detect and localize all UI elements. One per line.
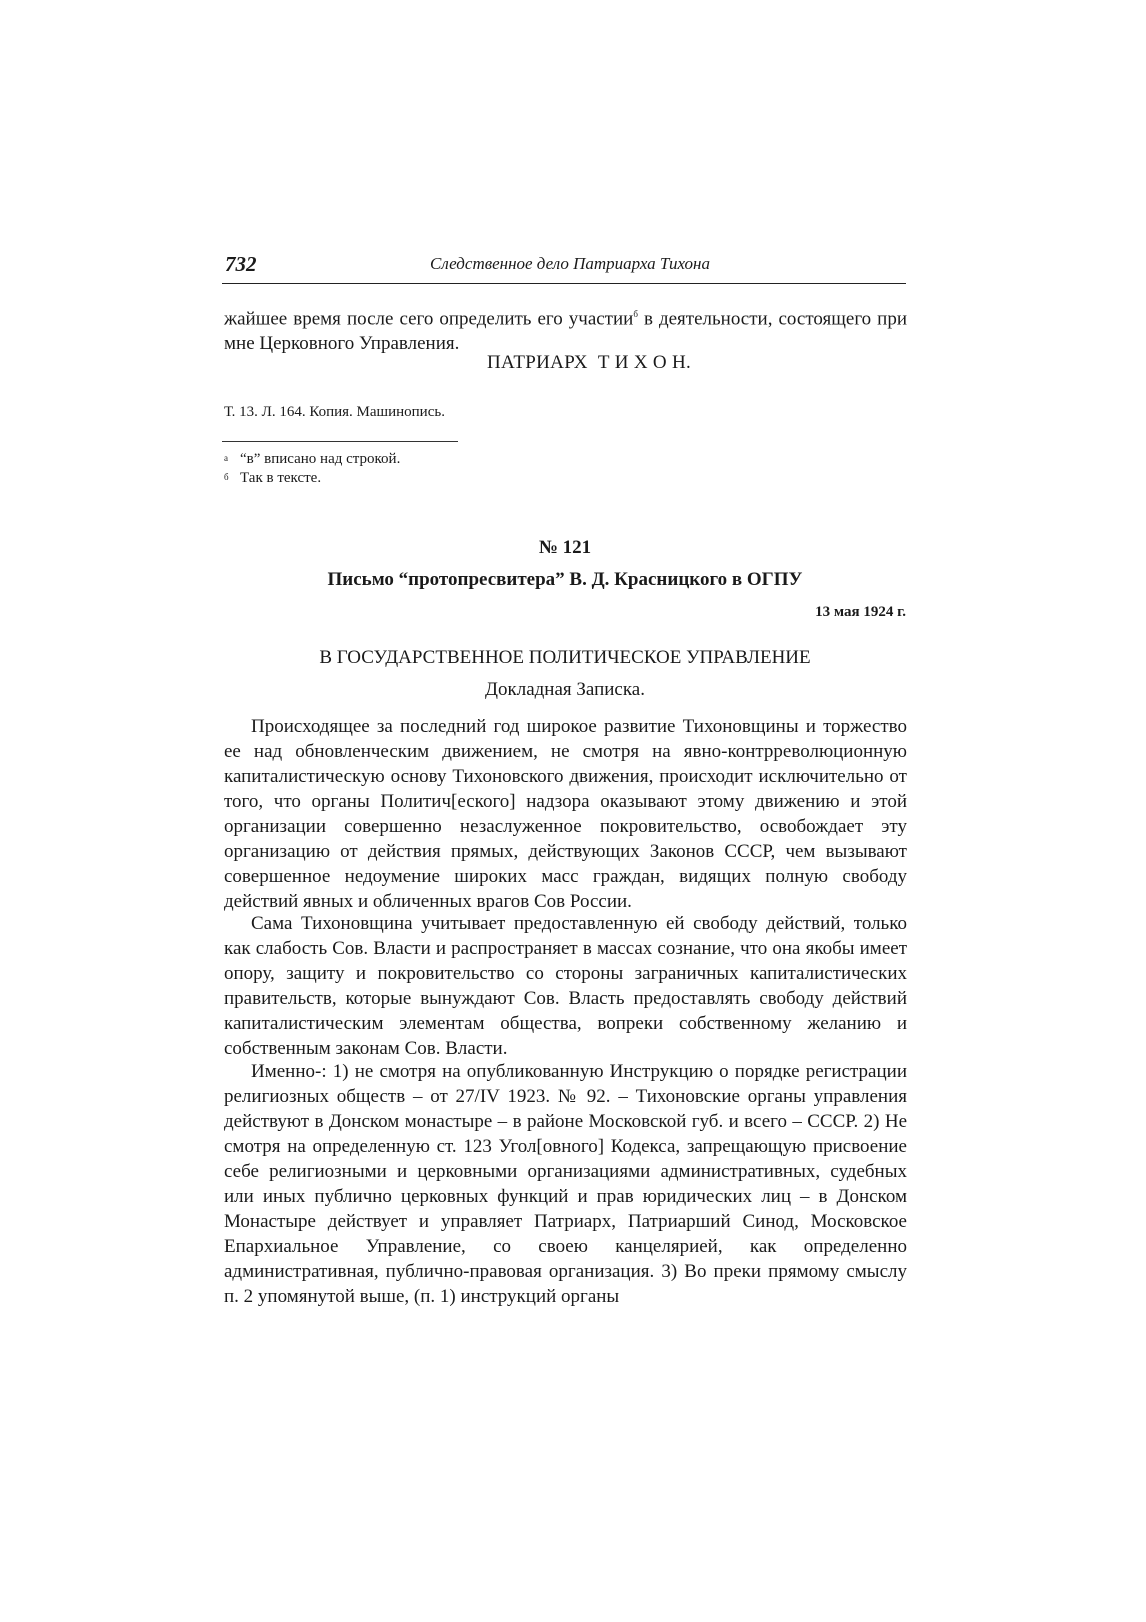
- paragraph-2: Сама Тихоновщина учитывает предоставленную ей свободу действий, только как слабость Сов. Власти и распространяет в массах сознание, что она якобы имеет опору, защиту и покровительство со стороны заграничных капиталистических правительств, которые вынуждают Сов. Власть предоставлять свободу действий капиталистическим элементам общества, вопреки собственному желанию и собственным законам Сов. Власти.: [224, 913, 907, 1059]
- document-subtitle: Докладная Записка.: [485, 679, 645, 700]
- footnote-rule: [222, 441, 458, 442]
- footnote-text: Так в тексте.: [240, 470, 322, 486]
- running-title: Следственное дело Патриарха Тихона: [430, 254, 710, 273]
- footnote-mark: б: [224, 472, 229, 482]
- previous-text-end: в деятельности, состоящего при мне Церковного Управления.: [224, 308, 907, 355]
- document-date: 13 мая 1924 г.: [815, 604, 906, 620]
- footnote-b: [224, 470, 321, 487]
- paragraph-1: Происходящее за последний год широкое развитие Тихоновщины и торжество ее над обновленческим движением, не смотря на явно-контрреволюционную капиталистическую основу Тихоновского движения, происходит исключительно от того, что органы Политич[еского] надзора оказывают этому движению и этой организации совершенно незаслуженное покровительство, освобождает эту организацию от действия прямых, действующих Законов СССР, чем вызывают совершенное недоумение широких масс граждан, видящих полную свободу действий явных и обличенных врагов Сов России.: [224, 716, 907, 912]
- previous-text-start: жайшее время после сего определить его участии: [224, 308, 634, 330]
- archival-source-note: Т. 13. Л. 164. Копия. Машинопись.: [224, 404, 445, 420]
- footnote-text: “в” вписано над строкой.: [240, 451, 401, 467]
- footnote-ref-b: б: [633, 309, 638, 319]
- document-number: № 121: [538, 537, 592, 558]
- signature: ПАТРИАРХ Т И Х О Н.: [487, 352, 692, 373]
- footnote-mark: а: [224, 453, 228, 463]
- previous-document-text: [224, 302, 907, 356]
- footnote-a: [224, 451, 400, 468]
- page-number: 732: [225, 252, 257, 276]
- paragraph-3: Именно-: 1) не смотря на опубликованную Инструкцию о порядке регистрации религиозных обществ – от 27/IV 1923. № 92. – Тихоновские органы управления действуют в Донском монастыре – в районе Московской губ. и всего – СССР. 2) Не смотря на определенную ст. 123 Угол[овного] Кодекса, запрещающую присвоение себе религиозными и церковными организациями административных, судебных или иных публично церковных функций и прав юридических лиц – в Донском Монастыре действует и управляет Патриарх, Патриарший Синод, Московское Епархиальное Управление, со своею канцелярией, как определенно административная, публично-правовая организация. 3) Во преки прямому смыслу п. 2 упомянутой выше, (п. 1) инструкций органы: [224, 1061, 907, 1307]
- addressee: В ГОСУДАРСТВЕННОЕ ПОЛИТИЧЕСКОЕ УПРАВЛЕНИЕ: [319, 647, 811, 668]
- header-rule: [222, 283, 906, 284]
- document-title: Письмо “протопресвитера” В. Д. Красницкого в ОГПУ: [327, 569, 803, 590]
